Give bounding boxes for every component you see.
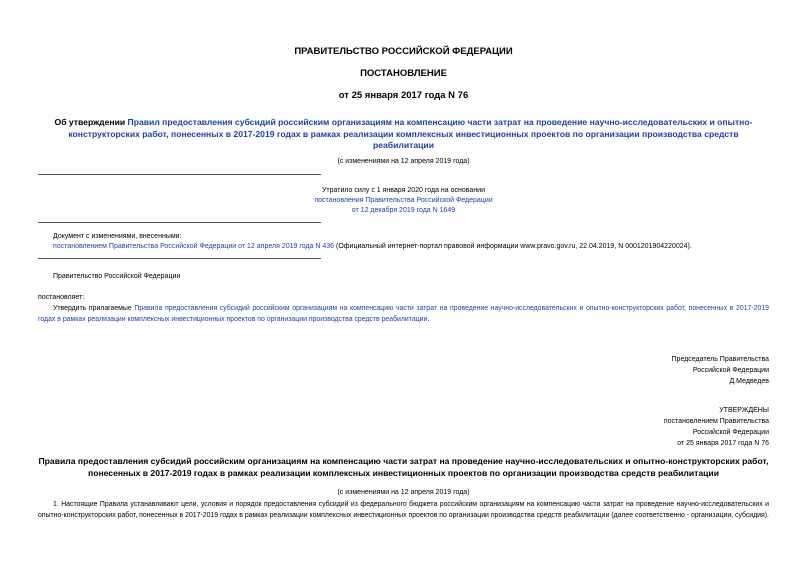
divider bbox=[38, 222, 321, 223]
approved-country: Российской Федерации bbox=[692, 429, 769, 436]
rules-title-link[interactable]: Правил предоставления субсидий российским организациям на компенсацию части затрат на проведение научно-исследовательских и опытно-конструкторских работ, понесенных в 2017-2019 годах в рамках реализации комплексных инвестиционных проектов по организации производства средств реабилитации bbox=[68, 117, 753, 150]
document-date: от 25 января 2017 года N 76 bbox=[338, 90, 469, 101]
expired-line-1: Утратило силу с 1 января 2020 года на основании bbox=[321, 187, 486, 194]
approve-paragraph bbox=[38, 304, 769, 325]
signature-position: Председатель Правительства bbox=[671, 356, 769, 363]
approved-heading: УТВЕРЖДЕНЫ bbox=[719, 407, 769, 414]
decrees-label: постановляет: bbox=[38, 294, 85, 301]
document-title bbox=[38, 117, 769, 152]
government-rf-label: Правительство Российской Федерации bbox=[53, 273, 181, 280]
amendment-note: (с изменениями на 12 апреля 2019 года) bbox=[337, 158, 470, 165]
changes-label: Документ с изменениями, внесенными: bbox=[53, 233, 182, 240]
rules-amendment-note: (с изменениями на 12 апреля 2019 года) bbox=[337, 489, 470, 496]
signature-name: Д.Медведев bbox=[729, 378, 769, 385]
divider bbox=[38, 258, 321, 259]
changes-source: (Официальный интернет-портал правовой информации www.pravo.gov.ru, 22.04.2019, N 0001201904220024). bbox=[334, 243, 692, 250]
rules-title: Правила предоставления субсидий российским организациям на компенсацию части затрат на проведение научно-исследовательских и опытно-конструкторских работ, понесенных в 2017-2019 годах в рамках реализации комплексных инвестиционных проектов по организации производства средств реабилитации bbox=[38, 456, 769, 478]
approved-date: от 25 января 2017 года N 76 bbox=[677, 440, 769, 447]
expired-decree-link[interactable]: постановления Правительства Российской Федерации bbox=[314, 197, 493, 204]
approved-block bbox=[664, 405, 769, 449]
divider bbox=[38, 174, 321, 175]
approve-prefix: Утвердить прилагаемые bbox=[53, 305, 135, 312]
rules-paragraph-1: 1. Настоящие Правила устанавливают цели, условия и порядок предоставления субсидий из федерального бюджета российским организациям на компенсацию части затрат на проведение научно-исследовательских и опытно-конструкторских работ, понесенных в 2017-2019 годах в рамках реализации комплексных инвестиционных проектов по организации производства средств реабилитации (далее соответственно - организации, субсидия). bbox=[38, 501, 769, 519]
signature-country: Российской Федерации bbox=[692, 367, 769, 374]
expired-decree-date-link[interactable]: от 12 декабря 2019 года N 1649 bbox=[351, 207, 456, 214]
title-prefix: Об утверждении bbox=[54, 117, 128, 127]
document-type: ПОСТАНОВЛЕНИЕ bbox=[360, 68, 447, 79]
approved-by: постановлением Правительства bbox=[663, 418, 769, 425]
approve-suffix: . bbox=[427, 315, 430, 323]
government-heading: ПРАВИТЕЛЬСТВО РОССИЙСКОЙ ФЕДЕРАЦИИ bbox=[294, 46, 513, 57]
signature-block bbox=[672, 354, 769, 387]
expired-notice bbox=[0, 186, 807, 216]
changes-line bbox=[53, 242, 773, 252]
amending-decree-link[interactable]: постановлением Правительства Российской Федерации от 12 апреля 2019 года N 436 bbox=[53, 243, 335, 250]
approved-rules-link[interactable]: Правила предоставления субсидий российским организациям на компенсацию части затрат на проведение научно-исследовательских и опытно-конструкторских работ, понесенных в 2017-2019 годах в рамках реализации комплексных инвестиционных проектов по организации производства средств реабилитации bbox=[38, 305, 769, 323]
